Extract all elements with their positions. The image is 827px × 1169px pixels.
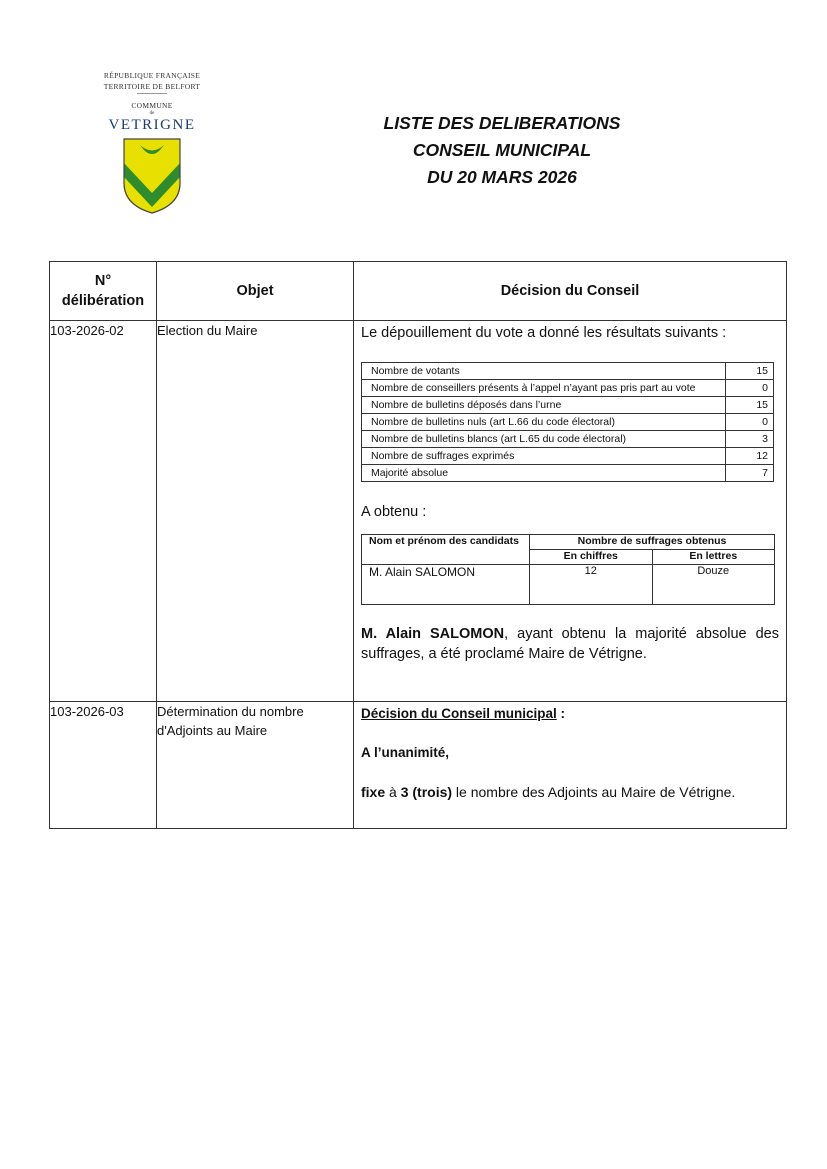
proclamation-text: , ayant obtenu la majorité absolue des suffrages, a été proclamé Maire de Vétrigne. (361, 626, 779, 662)
candidates-table (361, 534, 775, 605)
fixe-word: fixe (361, 784, 386, 800)
cand-col-letters: En lettres (652, 550, 775, 565)
cand-col-digits: En chiffres (530, 550, 653, 565)
vote-value: 15 (726, 397, 774, 414)
vote-label: Nombre de votants (362, 363, 726, 380)
table-row (362, 380, 774, 397)
logo-separator (137, 93, 167, 94)
row1-decision (354, 321, 787, 702)
table-row (362, 535, 775, 550)
logo-vetrigne: VETRIGNE (108, 117, 196, 133)
title-line-2: CONSEIL MUNICIPAL (412, 140, 592, 160)
unanimity: A l’unanimité, (361, 745, 450, 760)
obtenu-label: A obtenu : (361, 504, 427, 520)
header-num-line2: délibération (61, 293, 145, 309)
vote-label: Nombre de suffrages exprimés (362, 448, 726, 465)
table-header-row (50, 262, 787, 321)
decision-heading-colon: : (556, 706, 566, 721)
table-row (362, 565, 775, 605)
fixe-number: 3 (trois) (400, 784, 453, 800)
title-line-1: LISTE DES DELIBERATIONS (383, 113, 621, 133)
row2-num: 103-2026-03 (50, 702, 157, 829)
cand-col-group: Nombre de suffrages obtenus (530, 535, 775, 550)
fixe-a: à (385, 784, 401, 800)
vote-label: Majorité absolue (362, 465, 726, 482)
row1-num: 103-2026-02 (50, 321, 157, 702)
vote-results-table (361, 362, 774, 482)
vote-value: 0 (726, 414, 774, 431)
vote-value: 3 (726, 431, 774, 448)
table-row (50, 321, 787, 702)
table-row (362, 448, 774, 465)
row2-decision (354, 702, 787, 829)
table-row (362, 363, 774, 380)
proclamation (361, 624, 779, 664)
fixe-rest: le nombre des Adjoints au Maire de Vétrigne. (452, 784, 736, 800)
vote-label: Nombre de conseillers présents à l’appel n’ayant pas pris part au vote (362, 380, 726, 397)
decision-heading-text: Décision du Conseil municipal (361, 706, 557, 721)
logo-de: de (149, 111, 155, 116)
decision-heading (361, 704, 779, 724)
document-title (352, 110, 652, 191)
logo-republique: RÉPUBLIQUE FRANÇAISE (103, 71, 201, 80)
header-decision: Décision du Conseil (354, 262, 787, 321)
commune-logo (96, 70, 208, 215)
vote-label: Nombre de bulletins blancs (art L.65 du code électoral) (362, 431, 726, 448)
table-row (50, 702, 787, 829)
row2-objet: Détermination du nombre d'Adjoints au Maire (157, 702, 354, 829)
table-row (362, 465, 774, 482)
vote-value: 15 (726, 363, 774, 380)
vote-label: Nombre de bulletins déposés dans l’urne (362, 397, 726, 414)
coat-of-arms-icon (122, 137, 182, 215)
table-row (362, 397, 774, 414)
table-row (362, 431, 774, 448)
vote-value: 12 (726, 448, 774, 465)
vote-label: Nombre de bulletins nuls (art L.66 du code électoral) (362, 414, 726, 431)
cand-digits: 12 (530, 565, 653, 605)
cand-letters: Douze (652, 565, 775, 605)
proclamation-name: M. Alain SALOMON (361, 626, 505, 642)
row1-objet: Election du Maire (157, 321, 354, 702)
cand-name: M. Alain SALOMON (362, 565, 530, 605)
table-row (362, 414, 774, 431)
vote-value: 0 (726, 380, 774, 397)
header-num (50, 262, 157, 321)
logo-territoire: TERRITOIRE DE BELFORT (103, 82, 201, 91)
logo-commune: COMMUNE (131, 101, 173, 110)
header-objet: Objet (157, 262, 354, 321)
title-line-3: DU 20 MARS 2026 (427, 167, 577, 187)
deliberations-table (49, 261, 787, 829)
header-num-line1: N° (94, 273, 112, 289)
cand-col-name: Nom et prénom des candidats (362, 535, 530, 565)
fixe-sentence (361, 782, 779, 802)
results-lead: Le dépouillement du vote a donné les résultats suivants : (361, 325, 727, 341)
vote-value: 7 (726, 465, 774, 482)
